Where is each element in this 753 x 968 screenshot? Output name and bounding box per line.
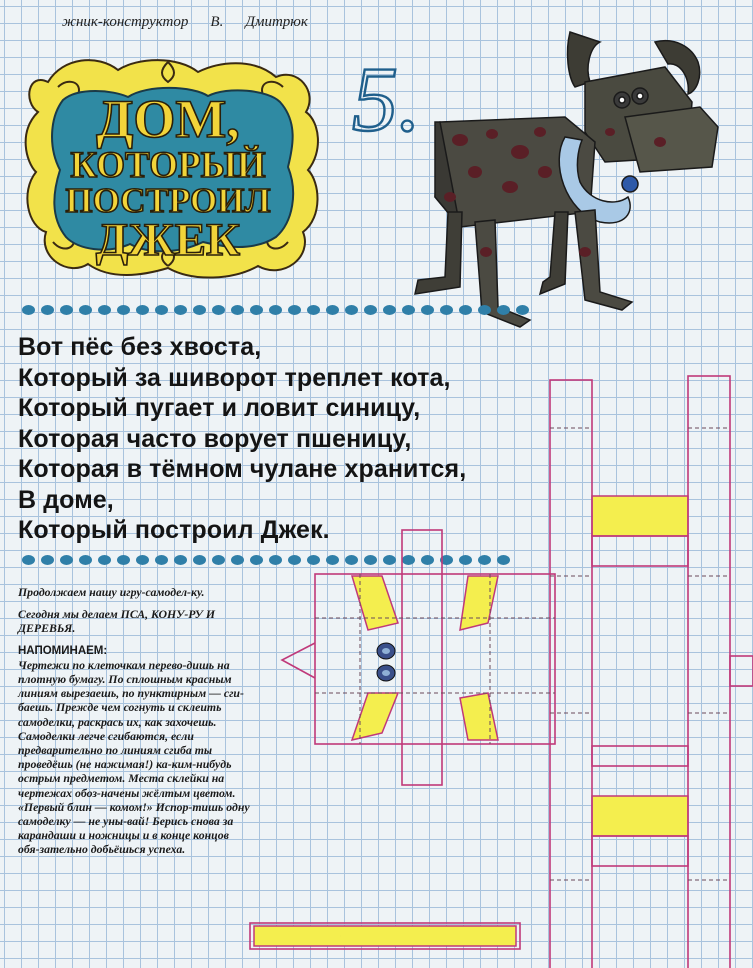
poem-line: Которая часто ворует пшеницу, <box>18 424 412 453</box>
title-plaque-graphic <box>18 42 328 287</box>
title-line-4: ДЖЕК <box>95 214 241 266</box>
poem-line: Вот пёс без хвоста, <box>18 333 262 361</box>
title-line-1: ДОМ, <box>96 89 240 149</box>
dog-leg-front-left <box>540 212 568 294</box>
title-line-2: КОТОРЫЙ <box>70 145 266 186</box>
cutout-pattern <box>240 368 753 968</box>
glue-tabs <box>254 496 688 946</box>
poem-line: Которая в тёмном чулане хранится, <box>18 455 467 483</box>
instructions-intro-2: Сегодня мы делаем ПСА, КОНУ-РУ И ДЕРЕВЬЯ. <box>18 607 215 636</box>
dog-leg-back-left <box>415 212 462 294</box>
episode-number-text: 5. <box>352 48 421 148</box>
poem-line: Который пугает и ловит синицу, <box>18 394 421 422</box>
cut-lines <box>250 376 753 968</box>
author-credit <box>62 14 308 31</box>
dog-ear-left <box>568 32 600 87</box>
instructions-intro-1: Продолжаем нашу игру-самодел-ку. <box>18 585 205 599</box>
poem-line: Который построил Джек. <box>18 516 330 544</box>
instructions-heading: НАПОМИНАЕМ: <box>18 644 108 657</box>
credit-role: жник-конструктор <box>62 14 189 30</box>
title-plaque <box>18 42 328 287</box>
instructions-body: Чертежи по клеточкам перево-дишь на плотную бумагу. По сплошным красным линиям вырезаешь, по пунктирным — сги-баешь. Прежде чем согнуть и склеить самоделки, раскрась их, как захочешь. Самоделки легче сгибаются, если предварительно по линиям сгиба ты проведёшь (не нажимая!) ка-ким-нибудь острым предметом. Места склейки на чертежах обоз-начены жёлтым цветом. «Первый блин — комом!» Испор-тишь одну самоделку — не уны-вай! Берись снова за карандаши и ножницы и в конце концов обя-зательно добьёшься успеха. <box>18 657 250 857</box>
title-line-3: ПОСТРОИЛ <box>65 181 271 220</box>
poem-line: Который за шиворот треплет кота, <box>18 363 451 392</box>
instructions <box>18 585 250 865</box>
dog-illustration <box>400 22 730 337</box>
poem-line: В доме, <box>18 485 114 514</box>
credit-initial: В. <box>210 14 224 30</box>
pattern-eyes <box>377 643 395 681</box>
dot-divider-top <box>22 305 529 315</box>
dog-snout <box>625 107 718 172</box>
credit-surname: Дмитрюк <box>245 14 308 30</box>
dog-leg-front-right <box>575 210 632 310</box>
